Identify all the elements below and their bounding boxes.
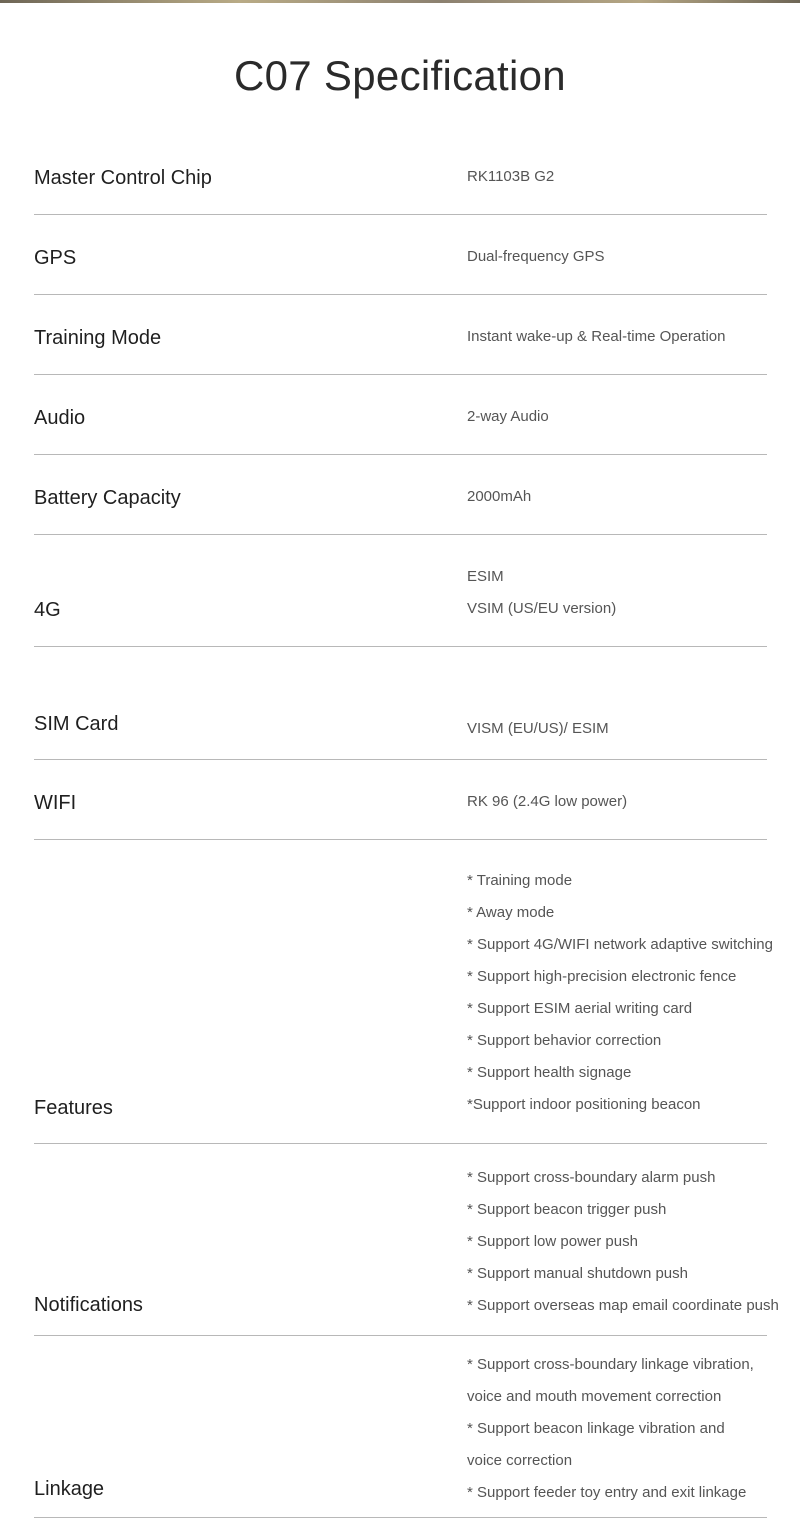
spec-values bbox=[467, 713, 609, 745]
spec-values bbox=[467, 161, 554, 193]
spec-value: * Support overseas map email coordinate push bbox=[467, 1297, 779, 1314]
spec-value: voice correction bbox=[467, 1452, 573, 1469]
spec-value: * Support feeder toy entry and exit linkage bbox=[467, 1484, 747, 1501]
spec-value: * Away mode bbox=[467, 904, 555, 921]
spec-label: Features bbox=[34, 1097, 113, 1119]
spec-label: Master Control Chip bbox=[34, 167, 212, 189]
spec-row-audio bbox=[34, 375, 767, 455]
spec-label: WIFI bbox=[34, 792, 77, 814]
row-divider bbox=[34, 1517, 767, 1518]
spec-label: SIM Card bbox=[34, 713, 119, 735]
spec-value: * Support cross-boundary linkage vibration, bbox=[467, 1356, 754, 1373]
spec-row-4g bbox=[34, 535, 767, 647]
spec-label: GPS bbox=[34, 247, 77, 269]
spec-values bbox=[467, 321, 725, 353]
spec-values bbox=[467, 1349, 754, 1509]
spec-value: * Support behavior correction bbox=[467, 1032, 662, 1049]
spec-value: * Support ESIM aerial writing card bbox=[467, 1000, 693, 1017]
spec-label: Notifications bbox=[34, 1294, 143, 1316]
spec-value: * Support beacon linkage vibration and bbox=[467, 1420, 725, 1437]
spec-row-sim-card bbox=[34, 647, 767, 760]
spec-value: * Support high-precision electronic fence bbox=[467, 968, 737, 985]
spec-values bbox=[467, 401, 549, 433]
spec-row-master-control-chip bbox=[34, 135, 767, 215]
spec-row-linkage bbox=[34, 1336, 767, 1518]
spec-row-features bbox=[34, 840, 773, 1144]
spec-row-notifications bbox=[34, 1144, 779, 1336]
spec-value: * Support cross-boundary alarm push bbox=[467, 1169, 716, 1186]
spec-value: * Support health signage bbox=[467, 1064, 632, 1081]
spec-values bbox=[467, 865, 773, 1121]
spec-value: * Support beacon trigger push bbox=[467, 1201, 667, 1218]
spec-value: ESIM bbox=[467, 568, 504, 585]
spec-value: * Training mode bbox=[467, 872, 573, 889]
spec-values bbox=[467, 241, 605, 273]
page-title: C07 Specification bbox=[234, 52, 566, 99]
spec-row-training-mode bbox=[34, 295, 767, 375]
spec-value: * Support low power push bbox=[467, 1233, 638, 1250]
spec-label: Training Mode bbox=[34, 327, 162, 349]
spec-value: VISM (EU/US)/ ESIM bbox=[467, 720, 609, 737]
spec-label: Linkage bbox=[34, 1478, 105, 1500]
spec-row-battery-capacity bbox=[34, 455, 767, 535]
spec-label: Battery Capacity bbox=[34, 487, 181, 509]
spec-label: Audio bbox=[34, 407, 86, 429]
spec-row-gps bbox=[34, 215, 767, 295]
top-decorative-strip bbox=[0, 0, 800, 3]
spec-value: * Support 4G/WIFI network adaptive switching bbox=[467, 936, 773, 953]
spec-value: 2000mAh bbox=[467, 488, 532, 505]
spec-row-wifi bbox=[34, 760, 767, 840]
spec-values bbox=[467, 481, 531, 513]
spec-value: 2-way Audio bbox=[467, 408, 549, 425]
spec-value: Dual-frequency GPS bbox=[467, 248, 605, 265]
spec-values bbox=[467, 786, 627, 818]
spec-value: RK 96 (2.4G low power) bbox=[467, 793, 628, 810]
spec-value: VSIM (US/EU version) bbox=[467, 600, 617, 617]
spec-values bbox=[467, 561, 616, 625]
spec-value: Instant wake-up & Real-time Operation bbox=[467, 328, 726, 345]
spec-label: 4G bbox=[34, 599, 61, 621]
spec-values bbox=[467, 1162, 779, 1322]
spec-value: * Support manual shutdown push bbox=[467, 1265, 688, 1282]
spec-value: *Support indoor positioning beacon bbox=[467, 1096, 701, 1113]
spec-value: voice and mouth movement correction bbox=[467, 1388, 722, 1405]
spec-value: RK1103B G2 bbox=[467, 168, 555, 185]
